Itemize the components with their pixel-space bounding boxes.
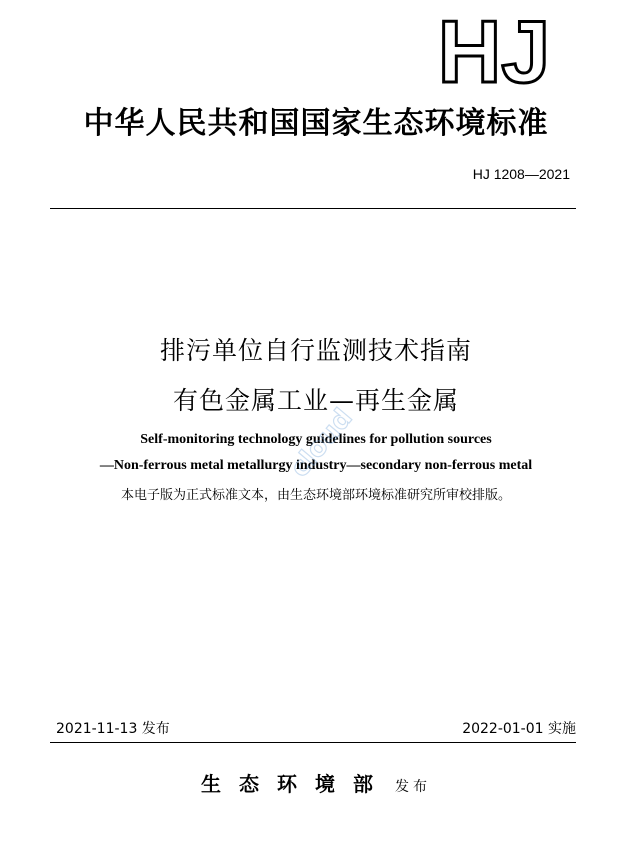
- issuer-name: 生态环境部: [201, 772, 391, 796]
- effective-date: 2022-01-01 实施: [462, 721, 576, 737]
- title-en-line2: —Non-ferrous metal metallurgy industry—secondary non-ferrous metal: [99, 458, 533, 473]
- cloud-watermark: [262, 395, 372, 485]
- watermark-text: cloud: [284, 403, 359, 484]
- issuer-suffix: 发布: [395, 779, 431, 795]
- hj-logo: [428, 12, 560, 88]
- title-cn-line2: 有色金属工业—再生金属: [172, 386, 459, 415]
- edition-note: 本电子版为正式标准文本，由生态环境部环境标准研究所审校排版。: [120, 488, 511, 503]
- org-title: 中华人民共和国国家生态环境标准: [83, 106, 549, 141]
- hj-logo-text: HJ: [437, 12, 551, 88]
- title-cn-line1: 排污单位自行监测技术指南: [159, 336, 472, 365]
- standard-number: HJ 1208—2021: [472, 166, 570, 182]
- title-en-line1: Self-monitoring technology guidelines for pollution sources: [140, 432, 492, 447]
- top-divider: [50, 208, 576, 209]
- bottom-divider: [50, 742, 576, 743]
- issue-date: 2021-11-13 发布: [56, 721, 170, 737]
- issuer-line: [0, 768, 632, 797]
